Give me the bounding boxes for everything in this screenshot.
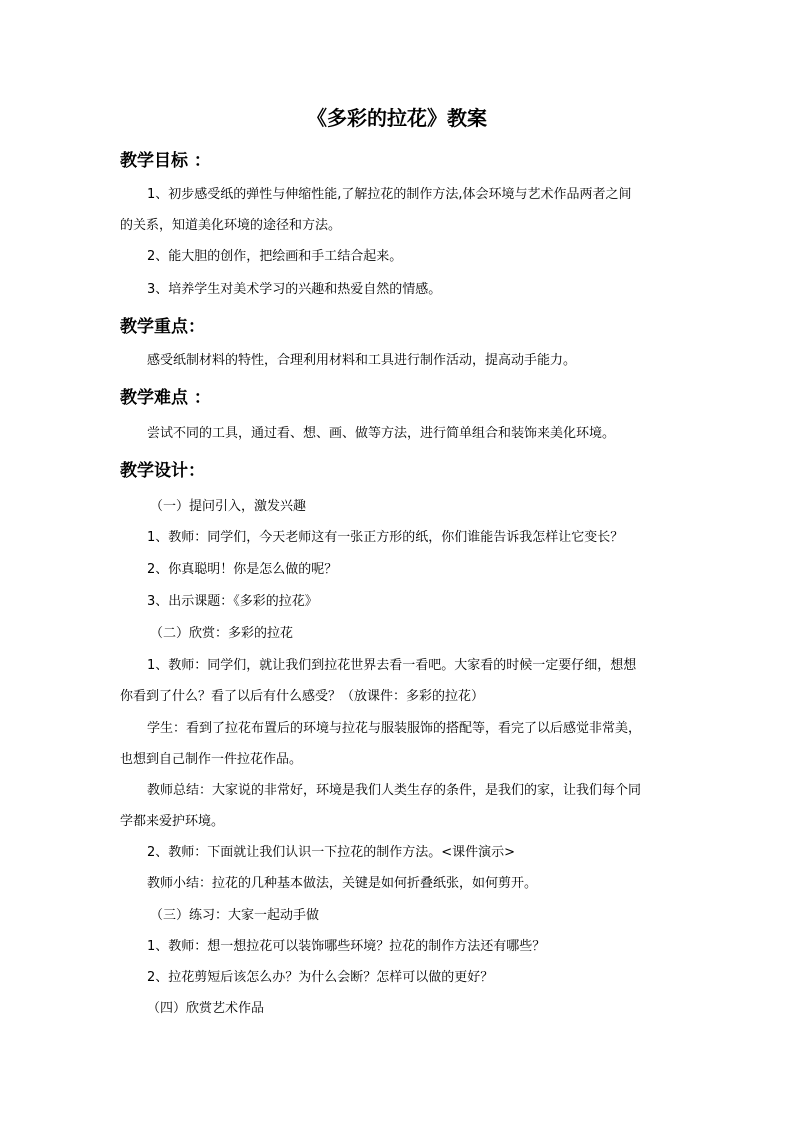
design-line: 3、出示课题：《多彩的拉花》 (147, 594, 318, 609)
design-line-continued: 学都来爱护环境。 (120, 814, 225, 829)
design-line: 1、教师：同学们，今天老师这有一张正方形的纸，你们谁能告诉我怎样让它变长？ (147, 530, 624, 545)
design-line: 教师总结：大家说的非常好，环境是我们人类生存的条件，是我们的家，让我们每个同 (147, 783, 642, 798)
design-line: 2、你真聪明！你是怎么做的呢？ (147, 562, 338, 577)
objectives-heading: 教学目标 ： (120, 151, 211, 171)
design-line-continued: 也想到自己制作一件拉花作品。 (120, 752, 303, 767)
objectives-item-1-continued: 的关系，知道美化环境的途径和方法。 (120, 218, 342, 233)
objectives-item-1: 1、初步感受纸的弹性与伸缩性能,了解拉花的制作方法,体会环境与艺术作品两者之间 (147, 187, 632, 202)
objectives-item-3: 3、培养学生对美术学习的兴趣和热爱自然的情感。 (147, 282, 442, 297)
design-line-continued: 你看到了什么？看了以后有什么感受？（放课件：多彩的拉花） (120, 689, 485, 704)
design-part-3-heading: （三）练习：大家一起动手做 (150, 908, 320, 923)
difficulties-text: 尝试不同的工具，通过看、想、画、做等方法，进行简单组合和装饰来美化环境。 (147, 426, 616, 441)
design-line: 教师小结：拉花的几种基本做法，关键是如何折叠纸张，如何剪开。 (147, 876, 538, 891)
document-title: 《多彩的拉花》教案 (307, 106, 487, 130)
design-line: 1、教师：想一想拉花可以装饰哪些环境？拉花的制作方法还有哪些？ (147, 939, 546, 954)
key-points-text: 感受纸制材料的特性，合理利用材料和工具进行制作活动，提高动手能力。 (147, 353, 577, 368)
objectives-item-2: 2、能大胆的创作，把绘画和手工结合起来。 (147, 249, 403, 264)
design-line: 1、教师：同学们，就让我们到拉花世界去看一看吧。大家看的时候一定要仔细，想想 (147, 658, 637, 673)
design-part-4-heading: （四）欣赏艺术作品 (147, 1001, 265, 1016)
design-part-1-heading: （一）提问引入，激发兴趣 (150, 499, 307, 514)
key-points-heading: 教学重点： (120, 317, 205, 337)
design-heading: 教学设计： (120, 461, 205, 481)
difficulties-heading: 教学难点 ： (120, 388, 211, 408)
design-part-2-heading: （二）欣赏：多彩的拉花 (150, 626, 294, 641)
design-line: 2、拉花剪短后该怎么办？为什么会断？怎样可以做的更好？ (147, 970, 494, 985)
design-line: 2、教师：下面就让我们认识一下拉花的制作方法。<课件演示> (147, 845, 516, 860)
design-line: 学生：看到了拉花布置后的环境与拉花与服装服饰的搭配等，看完了以后感觉非常美， (147, 721, 642, 736)
